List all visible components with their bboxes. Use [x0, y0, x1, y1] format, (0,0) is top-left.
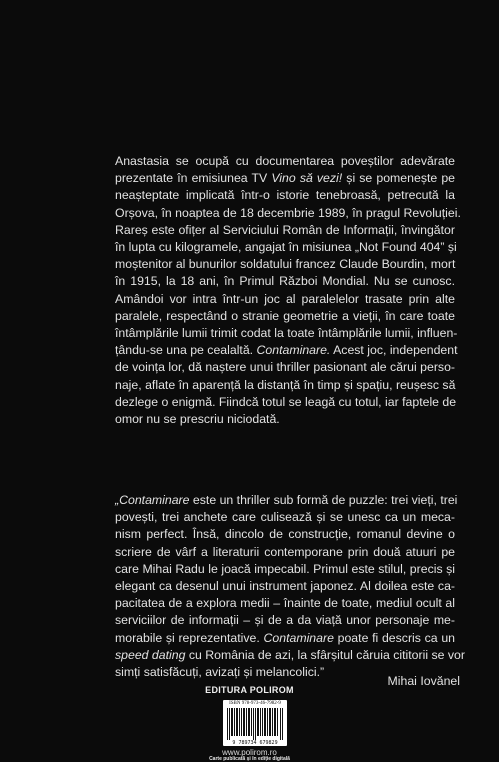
barcode-digits: 9 789734 679829: [232, 740, 278, 746]
publisher-name: EDITURA POLIROM: [205, 685, 294, 695]
digital-note: Carte publicată și în ediție digitală: [209, 756, 290, 762]
book-title-inline: Contaminare.: [256, 343, 331, 358]
synopsis-paragraph: [115, 153, 461, 428]
synopsis-line: omor nu se prescriu niciodată.: [115, 412, 280, 427]
quote-line: pacitatea de a explora medii – înainte de toate, mediul ocult al: [115, 596, 455, 611]
synopsis-line: Orșova, în noaptea de 18 decembrie 1989, în pragul Revoluției.: [115, 205, 461, 220]
isbn-barcode: [223, 700, 287, 746]
quote-author: Mihai Iovănel: [387, 674, 460, 688]
quote-line: care Mihai Radu le joacă impecabil. Primul este stilul, precis și: [115, 561, 455, 576]
quote-line: povești, trei anchete care culisează și se unesc ca un meca-: [115, 510, 455, 525]
synopsis-line: de voința lor, dă naștere unui thriller pasionant ale cărui perso-: [115, 360, 455, 375]
synopsis-line: întâmplările lumii trimit codat la toate întâmplările lumii, influen-: [115, 326, 458, 341]
synopsis-line: în 1915, la 18 ani, în Primul Război Mondial. Nu se cunosc.: [115, 274, 455, 289]
show-title: Vino să vezi!: [271, 171, 343, 186]
quote-line: speed dating cu România de azi, la sfârșitul căruia cititorii se vor: [115, 647, 465, 662]
quote-line: „Contaminare este un thriller sub formă de puzzle: trei vieți, trei: [115, 493, 458, 507]
synopsis-line: neașteptate implicată într-o istorie tenebroasă, petrecută la: [115, 188, 455, 203]
synopsis-line: Amândoi vor intra într-un joc al paralelelor trasate prin alte: [115, 291, 455, 306]
quote-line: scriere de vârf a literaturii contemporane prin două atuuri pe: [115, 544, 455, 559]
synopsis-line: țându-se una pe cealaltă. Contaminare. Acest joc, independent: [115, 343, 458, 358]
quote-line: simți satisfăcuți, avizați și melancolici.”: [115, 665, 325, 680]
quote-line: nism perfect. Însă, dincolo de construcție, romanul devine o: [115, 527, 455, 542]
barcode-icon: [227, 708, 283, 740]
synopsis-line: dezlege o enigmă. Fiindcă totul se leagă cu totul, iar faptele de: [115, 394, 457, 409]
synopsis-line: în lupta cu kilogramele, angajat în misiunea „Not Found 404” și: [115, 240, 457, 255]
quote-line: morabile și reprezentative. Contaminare poate fi descris ca un: [115, 630, 455, 645]
synopsis-line: prezentate în emisiunea TV Vino să vezi! și se pomenește pe: [115, 171, 456, 186]
synopsis-line: naje, aflate în aparență la distanță în timp și spațiu, reușesc să: [115, 377, 456, 392]
synopsis-line: paralele, respectând o stranie geometrie a vieții, în care toate: [115, 308, 455, 323]
quote-line: elegant ca desenul unui instrument japonez. Al doilea este ca-: [115, 579, 455, 594]
synopsis-line: moștenitor al bunurilor soldatului francez Claude Bourdin, mort: [115, 257, 456, 272]
synopsis-line: Anastasia se ocupă cu documentarea poveștilor adevărate: [115, 154, 455, 168]
quote-line: serviciilor de informații – și de a da viață unor personaje me-: [115, 613, 455, 628]
isbn-number: ISBN 978-973-46-7982-9: [229, 701, 281, 706]
publisher-website: www.polirom.ro: [222, 748, 277, 757]
synopsis-line: Rareș este ofițer al Serviciului Român de Informații, învingător: [115, 222, 455, 237]
